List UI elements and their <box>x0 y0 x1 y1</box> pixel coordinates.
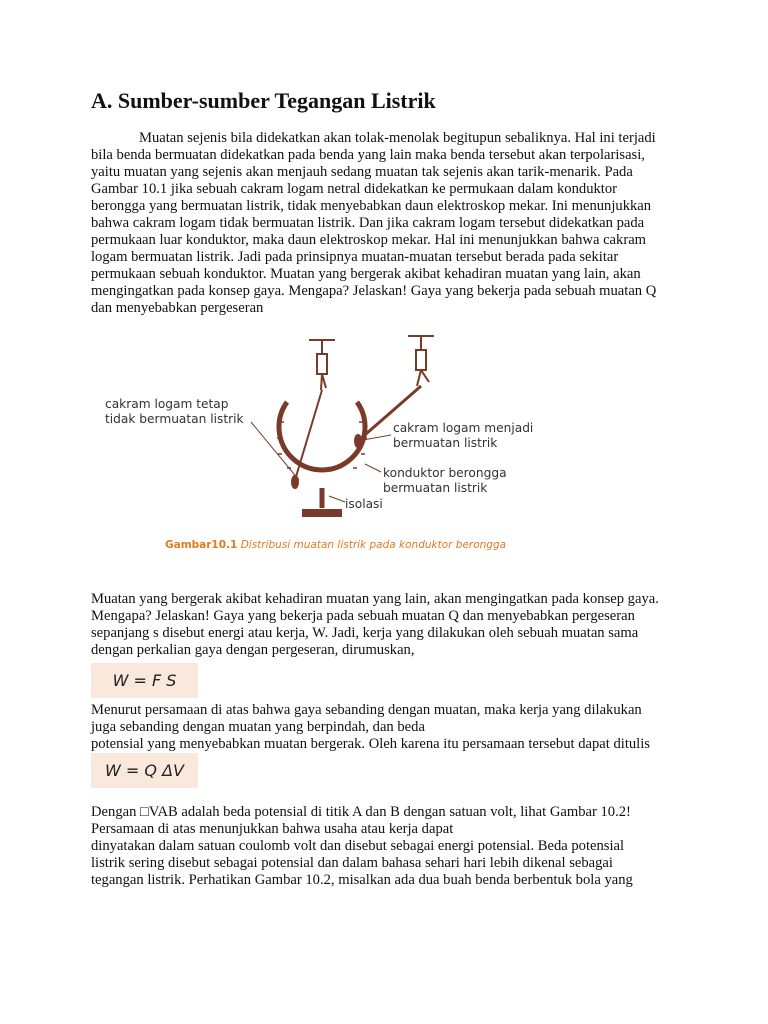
right-electroscope-icon <box>408 336 434 370</box>
hollow-sphere-outline <box>279 402 365 470</box>
text-line: permukaan luar konduktor, maka daun elektroskop mekar. Hal ini menunjukkan bahwa cakram <box>91 232 647 248</box>
text-line: bahwa cakram logam tidak bermuatan listrik. Dan jika cakram logam tersebut didekatkan pada <box>91 215 645 231</box>
text-line: mengingatkan pada konsep gaya. Mengapa? Jelaskan! Gaya yang bekerja pada sebuah muatan Q <box>91 283 657 299</box>
hollow-conductor-diagram <box>91 330 691 560</box>
formula-work-force: W = F S <box>91 663 198 698</box>
text-line: Gambar 10.1 jika sebuah cakram logam netral didekatkan ke permukaan dalam konduktor <box>91 181 618 197</box>
left-electroscope-icon <box>309 340 335 374</box>
paragraph-2 <box>91 591 691 659</box>
label-isolasi: isolasi <box>345 497 383 511</box>
text-line: potensial yang menyebabkan muatan bergerak. Oleh karena itu persamaan tersebut dapat ditulis <box>91 736 650 752</box>
text-line: Muatan yang bergerak akibat kehadiran muatan yang lain, akan mengingatkan pada konsep gaya. <box>91 591 659 607</box>
right-electroscope-leaves <box>417 370 429 386</box>
caption-text: Distribusi muatan listrik pada konduktor berongga <box>240 539 507 551</box>
label-fixed-disc: cakram logam tetap tidak bermuatan listrik <box>105 397 244 426</box>
formula-work-potential: W = Q ΔV <box>91 753 198 788</box>
leader-isolasi <box>329 496 345 502</box>
text-line: sepanjang s disebut energi atau kerja, W. Jadi, kerja yang dilakukan oleh sebuah muatan sama <box>91 625 639 641</box>
label-charged-disc: cakram logam menjadi bermuatan listrik <box>393 421 534 450</box>
text-line: berongga yang bermuatan listrik, tidak menyebabkan daun elektroskop mekar. Ini menunjukkan <box>91 198 652 214</box>
figure-caption <box>165 539 506 551</box>
leader-right-mid <box>365 464 381 472</box>
text-line: Dengan □VAB adalah beda potensial di titik A dan B dengan satuan volt, lihat Gambar 10.2! <box>91 804 631 820</box>
paragraph-4 <box>91 804 691 889</box>
section-heading: A. Sumber-sumber Tegangan Listrik <box>91 88 436 113</box>
text-line: juga sebanding dengan muatan yang berpindah, dan beda <box>91 719 425 735</box>
outer-disc <box>355 435 361 447</box>
text-line: Menurut persamaan di atas bahwa gaya sebanding dengan muatan, maka kerja yang dilakukan <box>91 702 642 718</box>
left-electroscope-leaves <box>321 374 326 390</box>
figure-hollow-conductor <box>91 330 691 560</box>
paragraph-3 <box>91 702 691 753</box>
caption-number: Gambar10.1 <box>165 539 238 551</box>
text-line: dengan perkalian gaya dengan pergeseran, dirumuskan, <box>91 642 415 658</box>
leader-left <box>251 422 299 480</box>
text-line: Mengapa? Jelaskan! Gaya yang bekerja pada sebuah muatan Q dan menyebabkan pergeseran <box>91 608 635 624</box>
text-line: Muatan sejenis bila didekatkan akan tolak-menolak begitupun sebaliknya. Hal ini terjadi <box>139 130 656 146</box>
text-line: dan menyebabkan pergeseran <box>91 300 264 316</box>
paragraph-1 <box>91 130 691 317</box>
leader-right-top <box>363 435 391 440</box>
text-line: tegangan listrik. Perhatikan Gambar 10.2, misalkan ada dua buah benda berbentuk bola yang <box>91 872 633 888</box>
text-line: dinyatakan dalam satuan coulomb volt dan disebut sebagai energi potensial. Beda potensial <box>91 838 625 854</box>
label-hollow-conductor: konduktor berongga bermuatan listrik <box>383 466 507 495</box>
text-line: Persamaan di atas menunjukkan bahwa usaha atau kerja dapat <box>91 821 454 837</box>
text-line: bila benda bermuatan didekatkan pada benda yang lain maka benda tersebut akan terpolarisasi, <box>91 147 645 163</box>
text-line: permukaan sebuah konduktor. Muatan yang bergerak akibat kehadiran muatan yang lain, akan <box>91 266 641 282</box>
surface-charges <box>277 422 367 468</box>
text-line: logam bermuatan listrik. Jadi pada prinsipnya muatan-muatan tersebut berada pada sekitar <box>91 249 619 265</box>
text-line: yaitu muatan yang sejenis akan menjauh sedang muatan tak sejenis akan tarik-menarik. Pada <box>91 164 633 180</box>
stand-base <box>303 510 341 516</box>
text-line: listrik sering disebut sebagai potensial dan dalam bahasa sehari hari lebih dikenal sebagai <box>91 855 613 871</box>
